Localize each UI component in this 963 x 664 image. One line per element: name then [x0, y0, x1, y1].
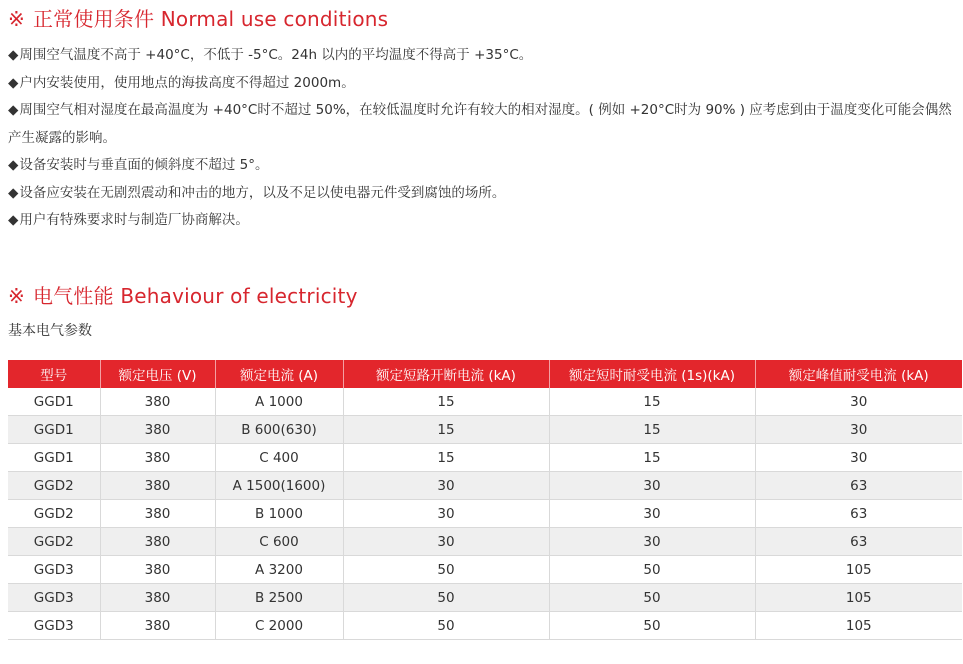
- table-row: [8, 584, 962, 612]
- reference-mark: ※: [8, 284, 25, 308]
- cell-breaking-current: 15: [343, 444, 549, 472]
- cell-model: GGD3: [8, 612, 100, 640]
- cell-breaking-current: 15: [343, 388, 549, 416]
- table-row: [8, 416, 962, 444]
- table-row: [8, 388, 962, 416]
- cell-peak-current: 63: [755, 472, 962, 500]
- cell-peak-current: 63: [755, 500, 962, 528]
- list-item-text: 户内安装使用，使用地点的海拔高度不得超过 2000m。: [19, 74, 355, 91]
- cell-rated-current: A 3200: [215, 556, 343, 584]
- cell-model: GGD2: [8, 472, 100, 500]
- column-header-model: 型号: [8, 360, 100, 388]
- column-header-rated-voltage: 额定电压 (V): [100, 360, 215, 388]
- section-title-text: 电气性能 Behaviour of electricity: [32, 284, 358, 308]
- cell-rated-voltage: 380: [100, 444, 215, 472]
- cell-peak-current: 30: [755, 416, 962, 444]
- diamond-bullet-icon: ◆: [8, 74, 19, 91]
- cell-rated-current: B 1000: [215, 500, 343, 528]
- section-title-electricity: [8, 280, 358, 309]
- list-item-text: 设备应安装在无剧烈震动和冲击的地方，以及不足以使电器元件受到腐蚀的场所。: [19, 184, 506, 201]
- table-row: [8, 612, 962, 640]
- cell-breaking-current: 50: [343, 612, 549, 640]
- cell-rated-voltage: 380: [100, 556, 215, 584]
- table-row: [8, 444, 962, 472]
- cell-breaking-current: 15: [343, 416, 549, 444]
- cell-short-time-current: 30: [549, 500, 755, 528]
- list-item-text: 周围空气温度不高于 +40°C，不低于 -5°C。24h 以内的平均温度不得高于 +35°C。: [19, 47, 533, 63]
- cell-model: GGD1: [8, 416, 100, 444]
- diamond-bullet-icon: ◆: [8, 157, 19, 173]
- cell-short-time-current: 15: [549, 416, 755, 444]
- table-row: [8, 500, 962, 528]
- cell-breaking-current: 30: [343, 472, 549, 500]
- cell-breaking-current: 30: [343, 528, 549, 556]
- column-header-peak-withstand: 额定峰值耐受电流 (kA): [755, 360, 962, 388]
- list-item: [8, 207, 958, 235]
- cell-rated-current: A 1500(1600): [215, 472, 343, 500]
- conditions-list: [8, 42, 958, 235]
- section-title-text: 正常使用条件 Normal use conditions: [32, 7, 389, 31]
- list-item-text: 用户有特殊要求时与制造厂协商解决。: [19, 212, 249, 228]
- cell-model: GGD1: [8, 444, 100, 472]
- cell-model: GGD2: [8, 500, 100, 528]
- reference-mark: ※: [8, 7, 25, 31]
- cell-rated-current: C 600: [215, 528, 343, 556]
- cell-short-time-current: 15: [549, 444, 755, 472]
- table-row: [8, 528, 962, 556]
- table-caption: 基本电气参数: [8, 323, 92, 339]
- diamond-bullet-icon: ◆: [8, 212, 19, 228]
- table-header: [8, 360, 962, 388]
- cell-breaking-current: 50: [343, 584, 549, 612]
- cell-short-time-current: 50: [549, 556, 755, 584]
- list-item: [8, 152, 958, 180]
- table-row: [8, 556, 962, 584]
- cell-rated-current: C 400: [215, 444, 343, 472]
- list-item: [8, 42, 958, 70]
- cell-breaking-current: 50: [343, 556, 549, 584]
- cell-peak-current: 105: [755, 584, 962, 612]
- cell-model: GGD2: [8, 528, 100, 556]
- cell-rated-current: B 600(630): [215, 416, 343, 444]
- cell-short-time-current: 15: [549, 388, 755, 416]
- cell-rated-voltage: 380: [100, 416, 215, 444]
- cell-breaking-current: 30: [343, 500, 549, 528]
- table-body: [8, 388, 962, 640]
- list-item-text: 周围空气相对湿度在最高温度为 +40°C时不超过 50%，在较低温度时允许有较大的相对湿度。( 例如 +20°C时为 90% ) 应考虑到由于温度变化可能会偶然产生凝露的影响。: [8, 102, 952, 146]
- cell-peak-current: 105: [755, 556, 962, 584]
- cell-rated-current: B 2500: [215, 584, 343, 612]
- cell-rated-voltage: 380: [100, 528, 215, 556]
- cell-rated-voltage: 380: [100, 388, 215, 416]
- cell-peak-current: 63: [755, 528, 962, 556]
- cell-short-time-current: 30: [549, 528, 755, 556]
- cell-rated-voltage: 380: [100, 612, 215, 640]
- cell-peak-current: 30: [755, 444, 962, 472]
- diamond-bullet-icon: ◆: [8, 102, 19, 118]
- cell-rated-voltage: 380: [100, 584, 215, 612]
- cell-model: GGD1: [8, 388, 100, 416]
- cell-short-time-current: 50: [549, 584, 755, 612]
- list-item: [8, 180, 958, 208]
- list-item: [8, 97, 958, 152]
- cell-rated-voltage: 380: [100, 472, 215, 500]
- cell-peak-current: 30: [755, 388, 962, 416]
- table-row: [8, 472, 962, 500]
- cell-rated-current: A 1000: [215, 388, 343, 416]
- column-header-short-time-withstand: 额定短时耐受电流 (1s)(kA): [549, 360, 755, 388]
- diamond-bullet-icon: ◆: [8, 47, 19, 63]
- cell-rated-current: C 2000: [215, 612, 343, 640]
- cell-short-time-current: 50: [549, 612, 755, 640]
- column-header-rated-current: 额定电流 (A): [215, 360, 343, 388]
- cell-peak-current: 105: [755, 612, 962, 640]
- list-item: [8, 70, 958, 98]
- electrical-parameters-table: [8, 360, 962, 640]
- cell-model: GGD3: [8, 584, 100, 612]
- cell-short-time-current: 30: [549, 472, 755, 500]
- diamond-bullet-icon: ◆: [8, 184, 19, 201]
- column-header-short-circuit-breaking: 额定短路开断电流 (kA): [343, 360, 549, 388]
- section-title-normal-use: [8, 3, 388, 32]
- cell-model: GGD3: [8, 556, 100, 584]
- cell-rated-voltage: 380: [100, 500, 215, 528]
- list-item-text: 设备安装时与垂直面的倾斜度不超过 5°。: [19, 157, 269, 173]
